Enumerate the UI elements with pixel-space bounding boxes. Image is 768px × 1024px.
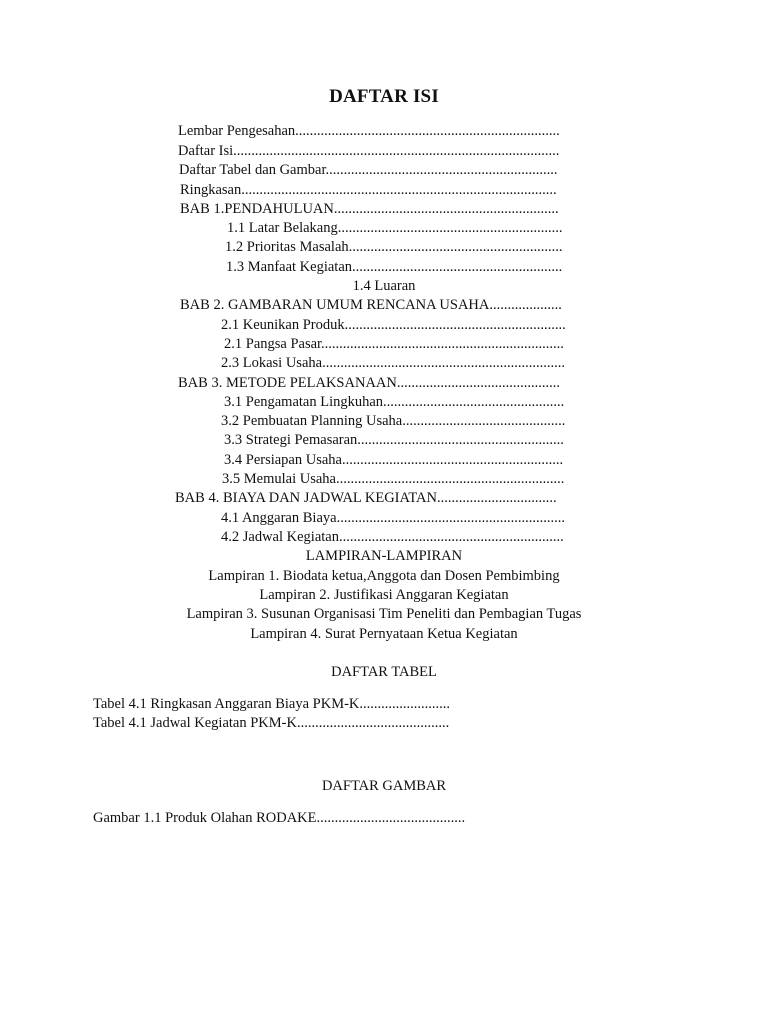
toc-entry-3-4: 3.4 Persiapan Usaha............................................................. [224, 452, 564, 468]
toc-entry-lampiran-3: Lampiran 3. Susunan Organisasi Tim Peneliti dan Pembagian Tugas [186, 606, 582, 622]
toc-entry-daftar-isi: Daftar Isi.......................................................................................... [178, 143, 560, 159]
toc-entry-1-2: 1.2 Prioritas Masalah........................................................... [225, 239, 563, 255]
figures-heading: DAFTAR GAMBAR [321, 778, 447, 794]
toc-entry-bab-4: BAB 4. BIAYA DAN JADWAL KEGIATAN................................. [175, 490, 557, 506]
toc-entry-3-5: 3.5 Memulai Usaha............................................................... [222, 471, 565, 487]
toc-entry-2-1-pangsa: 2.1 Pangsa Pasar................................................................... [224, 336, 564, 352]
tables-heading: DAFTAR TABEL [331, 664, 437, 680]
table-entry-4-1-ringkasan: Tabel 4.1 Ringkasan Anggaran Biaya PKM-K......................... [93, 696, 451, 712]
table-entry-4-1-jadwal: Tabel 4.1 Jadwal Kegiatan PKM-K.......................................... [93, 715, 450, 731]
toc-entry-daftar-tabel-gambar: Daftar Tabel dan Gambar................................................................ [179, 162, 558, 178]
toc-entry-1-3: 1.3 Manfaat Kegiatan.......................................................... [226, 259, 563, 275]
toc-entry-3-3: 3.3 Strategi Pemasaran......................................................... [224, 432, 564, 448]
figure-entry-1-1: Gambar 1.1 Produk Olahan RODAKE......................................... [93, 810, 466, 826]
toc-entry-3-1: 3.1 Pengamatan Lingkuhan.................................................. [224, 394, 565, 410]
toc-entry-bab-3: BAB 3. METODE PELAKSANAAN............................................. [178, 375, 560, 391]
toc-entry-lembar-pengesahan: Lembar Pengesahan......................................................................... [178, 123, 560, 139]
toc-entry-3-2: 3.2 Pembuatan Planning Usaha............................................. [221, 413, 566, 429]
toc-entry-1-1: 1.1 Latar Belakang.............................................................. [227, 220, 563, 236]
toc-entry-bab-1: BAB 1.PENDAHULUAN.............................................................. [180, 201, 559, 217]
toc-entry-2-1-keunikan: 2.1 Keunikan Produk............................................................. [221, 317, 566, 333]
toc-entry-2-3: 2.3 Lokasi Usaha................................................................... [221, 355, 565, 371]
toc-entry-lampiran-1: Lampiran 1. Biodata ketua,Anggota dan Dosen Pembimbing [208, 568, 560, 584]
toc-entry-lampiran-4: Lampiran 4. Surat Pernyataan Ketua Kegiatan [250, 626, 518, 642]
toc-entry-bab-2: BAB 2. GAMBARAN UMUM RENCANA USAHA.................... [180, 297, 562, 313]
toc-entry-4-1: 4.1 Anggaran Biaya............................................................... [221, 510, 565, 526]
toc-entry-lampiran-heading: LAMPIRAN-LAMPIRAN [305, 548, 463, 564]
toc-entry-ringkasan: Ringkasan....................................................................................... [180, 182, 557, 198]
toc-entry-lampiran-2: Lampiran 2. Justifikasi Anggaran Kegiatan [259, 587, 509, 603]
toc-entry-4-2: 4.2 Jadwal Kegiatan.............................................................. [221, 529, 564, 545]
toc-entry-1-4: 1.4 Luaran [352, 278, 416, 294]
page-title: DAFTAR ISI [329, 86, 439, 107]
